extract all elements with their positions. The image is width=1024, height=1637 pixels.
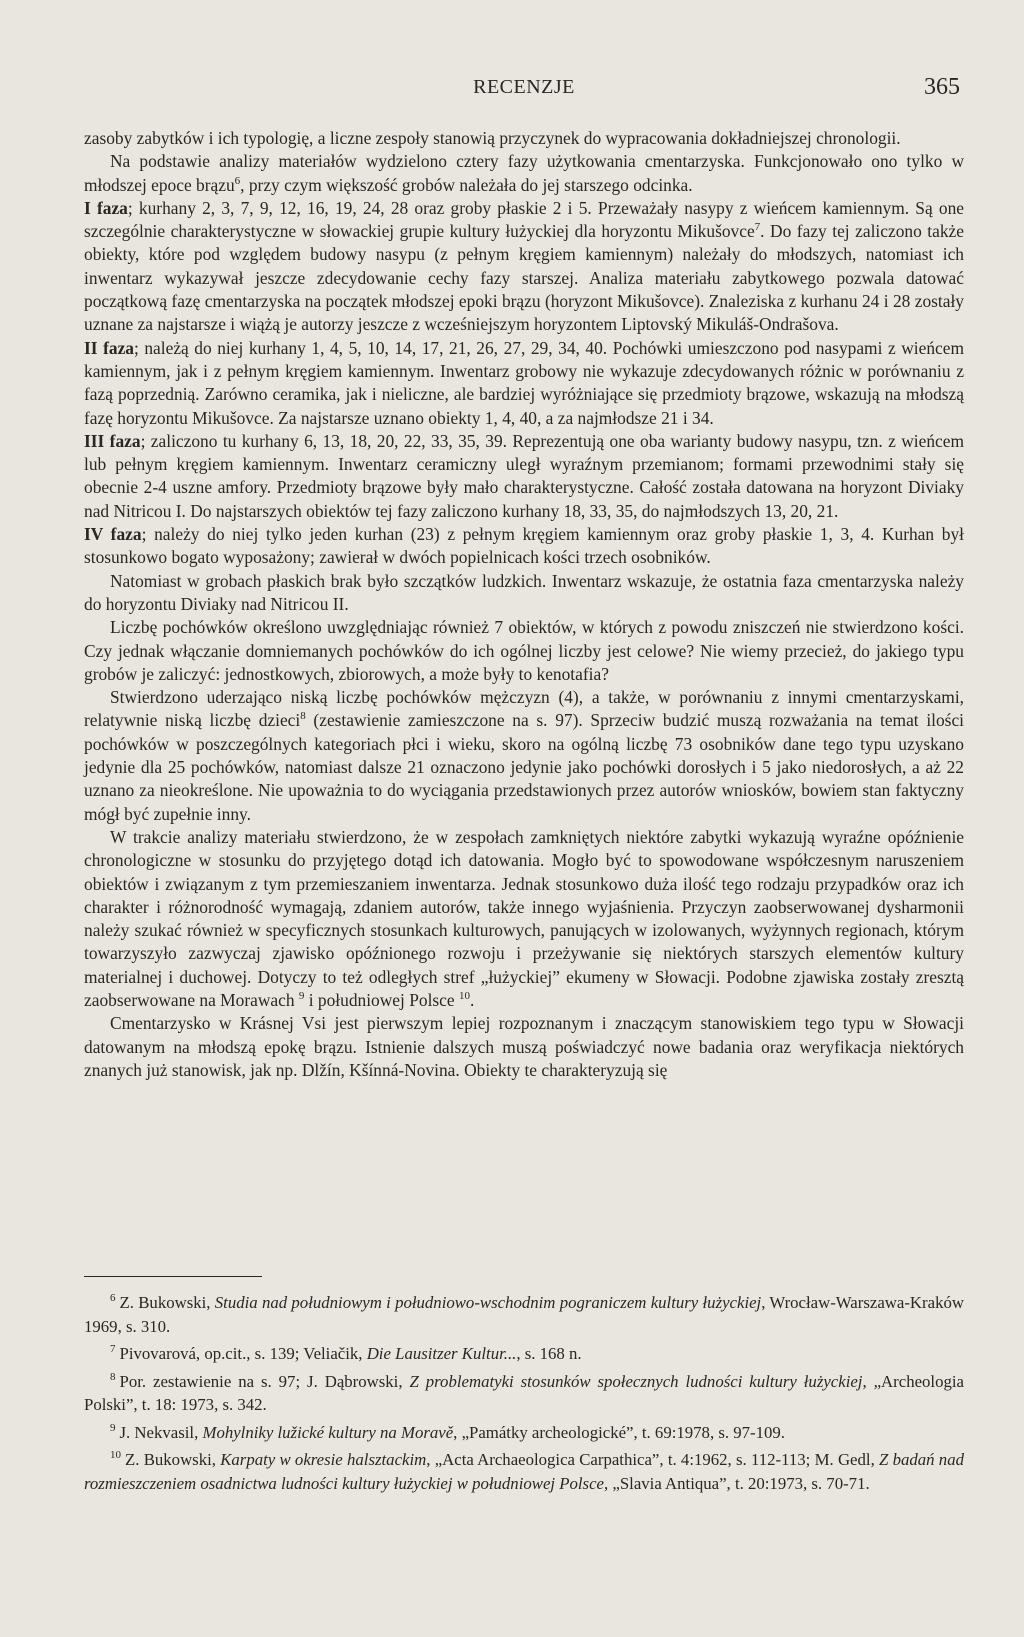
phase-paragraph: I faza; kurhany 2, 3, 7, 9, 12, 16, 19, 24, 28 oraz groby płaskie 2 i 5. Przeważały nasypy z wieńcem kamiennym. Są one szczególnie charakterystyczne w słowackiej grupie kultury łużyckiej dla horyzontu Mikušovce$^7$. Do fazy tej zaliczono także obiekty, które pod względem budowy nasypu (z pełnym kręgiem kamiennym) należały do młodszych, natomiast ich inwentarz wykazywał jeszcze zdecydowanie cechy fazy starszej. Analiza materiału zabytkowego pozwala datować początkową fazę cmentarzyska na początek młodszej epoki brązu (horyzont Mikušovce). Znaleziska z kurhanu 24 i 28 zostały uznane za najstarsze i wiążą je autorzy jeszcze z wcześniejszym horyzontem Liptovský Mikuláš-Ondrašova. (84, 197, 964, 335)
footnote: $^{10}$ Z. Bukowski, Karpaty w okresie halsztackim, „Acta Archaeologica Carpathica”, t. 4:1962, s. 112-113; M. Gedl, Z badań nad rozmieszczeniem osadnictwa ludności kultury łużyckiej w południowej Polsce, „Slavia Antiqua”, t. 20:1973, s. 70-71. (84, 1449, 964, 1493)
phase-paragraph: II faza; należą do niej kurhany 1, 4, 5, 10, 14, 17, 21, 26, 27, 29, 34, 40. Pochówki umieszczono pod nasypami z wieńcem kamiennym, jak i z pełnym kręgiem kamiennym. Inwentarz grobowy nie wykazuje zdecydowanych różnic w porównaniu z fazą poprzednią. Zarówno ceramika, jak i nieliczne, ale bardziej wyróżniające się przedmioty brązowe, wskazują na młodszą fazę horyzontu Mikušovce. Za najstarsze uznano obiekty 1, 4, 40, a za najmłodsze 21 i 34. (84, 337, 964, 428)
footnote-ref[interactable]: 8 (300, 710, 306, 723)
footnote: $^8$ Por. zestawienie na s. 97; J. Dąbrowski, Z problematyki stosunków społecznych ludności kultury łużyckiej, „Archeologia Polski”, t. 18: 1973, s. 342. (84, 1370, 964, 1414)
phase-label: IV faza (84, 524, 142, 545)
footnote-ref[interactable]: 9 (298, 990, 305, 1003)
running-head: RECENZJE (473, 76, 575, 98)
page-number: 365 (924, 74, 960, 100)
footnote-ref[interactable]: 6 (234, 174, 241, 187)
cited-title: Mohylniky lužické kultury na Moravě (202, 1422, 454, 1442)
paragraph: Na podstawie analizy materiałów wydzielono cztery fazy użytkowania cmentarzyska. Funkcjonowało ono tylko w młodszej epoce brązu$^6$, przy czym większość grobów należała do jej starszego odcinka. (84, 151, 964, 195)
paragraph: Cmentarzysko w Krásnej Vsi jest pierwszym lepiej rozpoznanym i znaczącym stanowiskiem tego typu w Słowacji datowanym na młodszą epokę brązu. Istnienie dalszych muszą poświadczyć nowe badania oraz weryfikacja niektórych znanych już stanowisk, jak np. Dlžín, Kšínná-Novina. Obiekty te charakteryzują się (84, 1013, 964, 1080)
paragraph: Stwierdzono uderzająco niską liczbę pochówków mężczyzn (4), a także, w porównaniu z innymi cmentarzyskami, relatywnie niską liczbę dzieci$^8$ (zestawienie zamieszczone na s. 97). Sprzeciw budzić muszą rozważania na temat ilości pochówków w poszczególnych kategoriach płci i wieku, skoro na ogólną liczbę 73 osobników dane tego typu uzyskano jedynie dla 25 pochówków, natomiast dalsze 21 oznaczono jedynie jako pochówki dorosłych i 5 jako niedorosłych, a aż 22 uznano za nieokreślone. Nie upoważnia to do wyciągania przedstawionych przez autorów wniosków, bowiem stan faktyczny mógł być zupełnie inny. (84, 687, 964, 824)
footnote-number: 8 (110, 1370, 116, 1383)
footnote-ref[interactable]: 7 (754, 221, 761, 234)
cited-title: Studia nad południowym i południowo-wschodnim pograniczem kultury łużyckiej (214, 1293, 762, 1312)
footnotes (84, 1291, 964, 1499)
footnote-number: 6 (110, 1292, 116, 1305)
paragraph: W trakcie analizy materiału stwierdzono, że w zespołach zamkniętych niektóre zabytki wykazują wyraźne opóźnienie chronologiczne w stosunku do przyjętego dotąd ich datowania. Mogło być to spowodowane współczesnym naruszeniem obiektów i związanym z tym przemieszaniem inwentarza. Jednak stosunkowo duża ilość tego rodzaju przypadków oraz ich charakter i różnorodność wymagają, zdaniem autorów, także innego wyjaśnienia. Przyczyn zaobserwowanej dysharmonii należy szukać również w specyficznych stosunkach kulturowych, panujących w izolowanych, wyżynnych regionach, którym towarzyszyło zazwyczaj zjawisko opóźnionego rozwoju i przeżywanie się niektórych starszych elementów kultury materialnej i duchowej. Dotyczy to też odległych stref „łużyckiej” ekumeny w Słowacji. Podobne zjawiska zostały zresztą zaobserwowane na Morawach $^9$ i południowej Polsce $^{10}$. (84, 826, 964, 1010)
footnote-number: 7 (110, 1343, 116, 1356)
footnote: $^7$ Pivovarová, op.cit., s. 139; Veliačik, Die Lausitzer Kultur..., s. 168 n. (110, 1343, 582, 1363)
phase-label: I faza (84, 197, 128, 218)
paragraph: Natomiast w grobach płaskich brak było szczątków ludzkich. Inwentarz wskazuje, że ostatnia faza cmentarzyska należy do horyzontu Diviaky nad Nitricou II. (84, 570, 964, 614)
paragraph: zasoby zabytków i ich typologię, a liczne zespoły stanowią przyczynek do wypracowania dokładniejszej chronologii. (84, 128, 901, 148)
paragraph: Liczbę pochówków określono uwzględniając również 7 obiektów, w których z powodu zniszczeń nie stwierdzono kości. Czy jednak włączanie domniemanych pochówków do ich ogólnej liczby jest celowe? Nie wiemy przecież, do jakiego typu grobów je zaliczyć: jednostkowych, zbiorowych, a może były to kenotafia? (84, 617, 964, 684)
phase-paragraph: IV faza; należy do niej tylko jeden kurhan (23) z pełnym kręgiem kamiennym oraz groby płaskie 1, 3, 4. Kurhan był stosunkowo bogato wyposażony; zawierał w dwóch popielnicach kości trzech osobników. (84, 524, 964, 568)
page-header (84, 76, 964, 106)
cited-title: Karpaty w okresie halsztackim (220, 1450, 427, 1469)
body-text (84, 127, 964, 1082)
phase-label: III faza (84, 430, 141, 451)
cited-title: Z badań nad rozmieszczeniem osadnictwa ludności kultury łużyckiej w południowej Polsce (84, 1450, 964, 1493)
footnote-number: 9 (110, 1421, 116, 1434)
cited-title: Die Lausitzer Kultur... (366, 1344, 517, 1363)
phase-label: II faza (84, 337, 134, 358)
phase-paragraph: III faza; zaliczono tu kurhany 6, 13, 18, 20, 22, 33, 35, 39. Reprezentują one oba warianty budowy nasypu, tzn. z wieńcem lub pełnym kręgiem kamiennym. Inwentarz ceramiczny uległ wyraźnym przemianom; formami przewodnimi stały się obecnie 2-4 uszne amfory. Przedmioty brązowe były mało charakterystyczne. Całość została datowana na horyzont Diviaky nad Nitricou I. Do najstarszych obiektów tej fazy zaliczono kurhany 18, 33, 35, do najmłodszych 13, 20, 21. (84, 430, 964, 521)
footnote-number: 10 (110, 1449, 121, 1462)
footnote-divider (84, 1276, 262, 1277)
footnote: $^6$ Z. Bukowski, Studia nad południowym i południowo-wschodnim pograniczem kultury łużyckiej, Wrocław-Warszawa-Kraków 1969, s. 310. (84, 1292, 964, 1336)
footnote-ref[interactable]: 10 (458, 990, 470, 1003)
cited-title: Z problematyki stosunków społecznych ludności kultury łużyckiej (409, 1371, 863, 1391)
footnote: $^9$ J. Nekvasil, Mohylniky lužické kultury na Moravě, „Památky archeologické”, t. 69:1978, s. 97-109. (110, 1421, 785, 1442)
